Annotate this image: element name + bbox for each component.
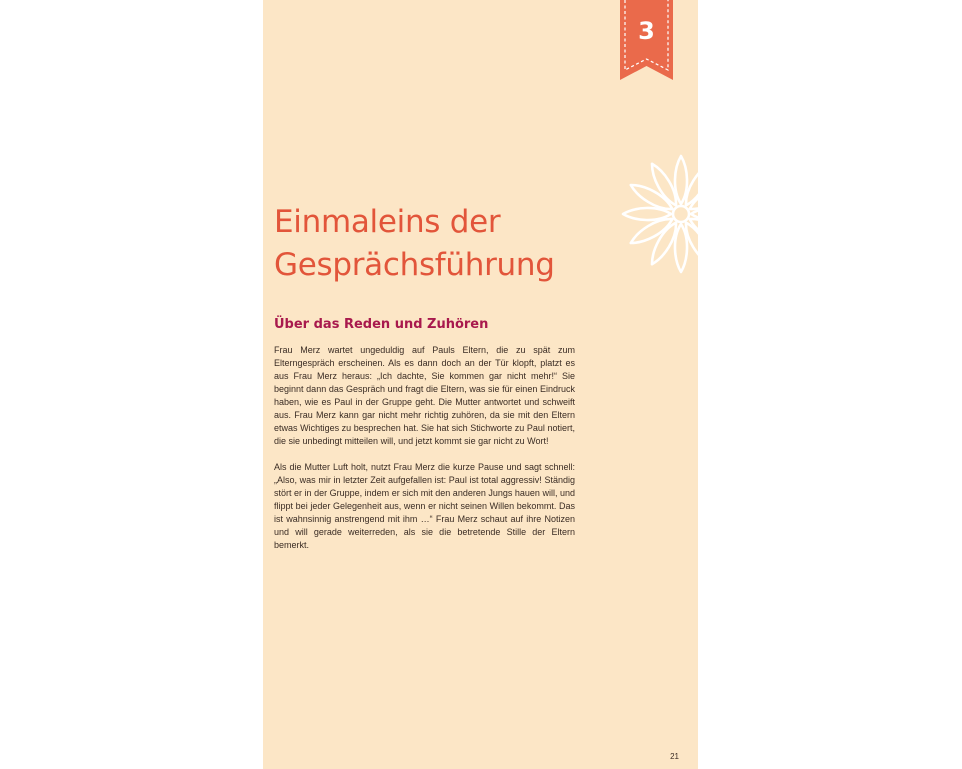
chapter-title	[274, 201, 555, 287]
chapter-title-line-2: Gesprächsführung	[274, 247, 555, 283]
body-text	[274, 344, 575, 565]
daisy-flower-icon	[619, 150, 698, 280]
section-heading: Über das Reden und Zuhören	[274, 317, 489, 332]
paragraph: Als die Mutter Luft holt, nutzt Frau Merz die kurze Pause und sagt schnell: „Also, was mir in letzter Zeit aufgefallen ist: Paul ist total aggressiv! Ständig stört er in der Gruppe, indem er sich mit den anderen Jungs hauen will, und flippt bei jeder Gelegenheit aus, wenn er nicht seinen Willen bekommt. Das ist wahnsinnig anstrengend mit ihm …“ Frau Merz schaut auf ihre Notizen und will gerade weiterreden, als sie die betretende Stille der Eltern bemerkt.	[274, 462, 575, 550]
book-page	[263, 0, 698, 769]
chapter-ribbon	[620, 0, 673, 80]
chapter-number: 3	[638, 17, 655, 45]
page-number: 21	[670, 752, 679, 761]
chapter-title-line-1: Einmaleins der	[274, 204, 501, 240]
paragraph: Frau Merz wartet ungeduldig auf Pauls Eltern, die zu spät zum Elterngespräch erscheinen. Als es dann doch an der Tür klopft, platzt es aus Frau Merz heraus: „Ich dachte, Sie kommen gar nicht mehr!“ Sie beginnt dann das Gespräch und fragt die Eltern, was sie für einen Eindruck haben, wie es Paul in der Gruppe geht. Die Mutter antwortet und schweift aus. Frau Merz kann gar nicht mehr richtig zuhören, da sie mit den Eltern etwas Wichtiges zu besprechen hat. Sie hat sich Stichworte zu Paul notiert, die sie unbedingt mitteilen will, und jetzt kommt sie gar nicht zu Wort!	[274, 345, 575, 446]
